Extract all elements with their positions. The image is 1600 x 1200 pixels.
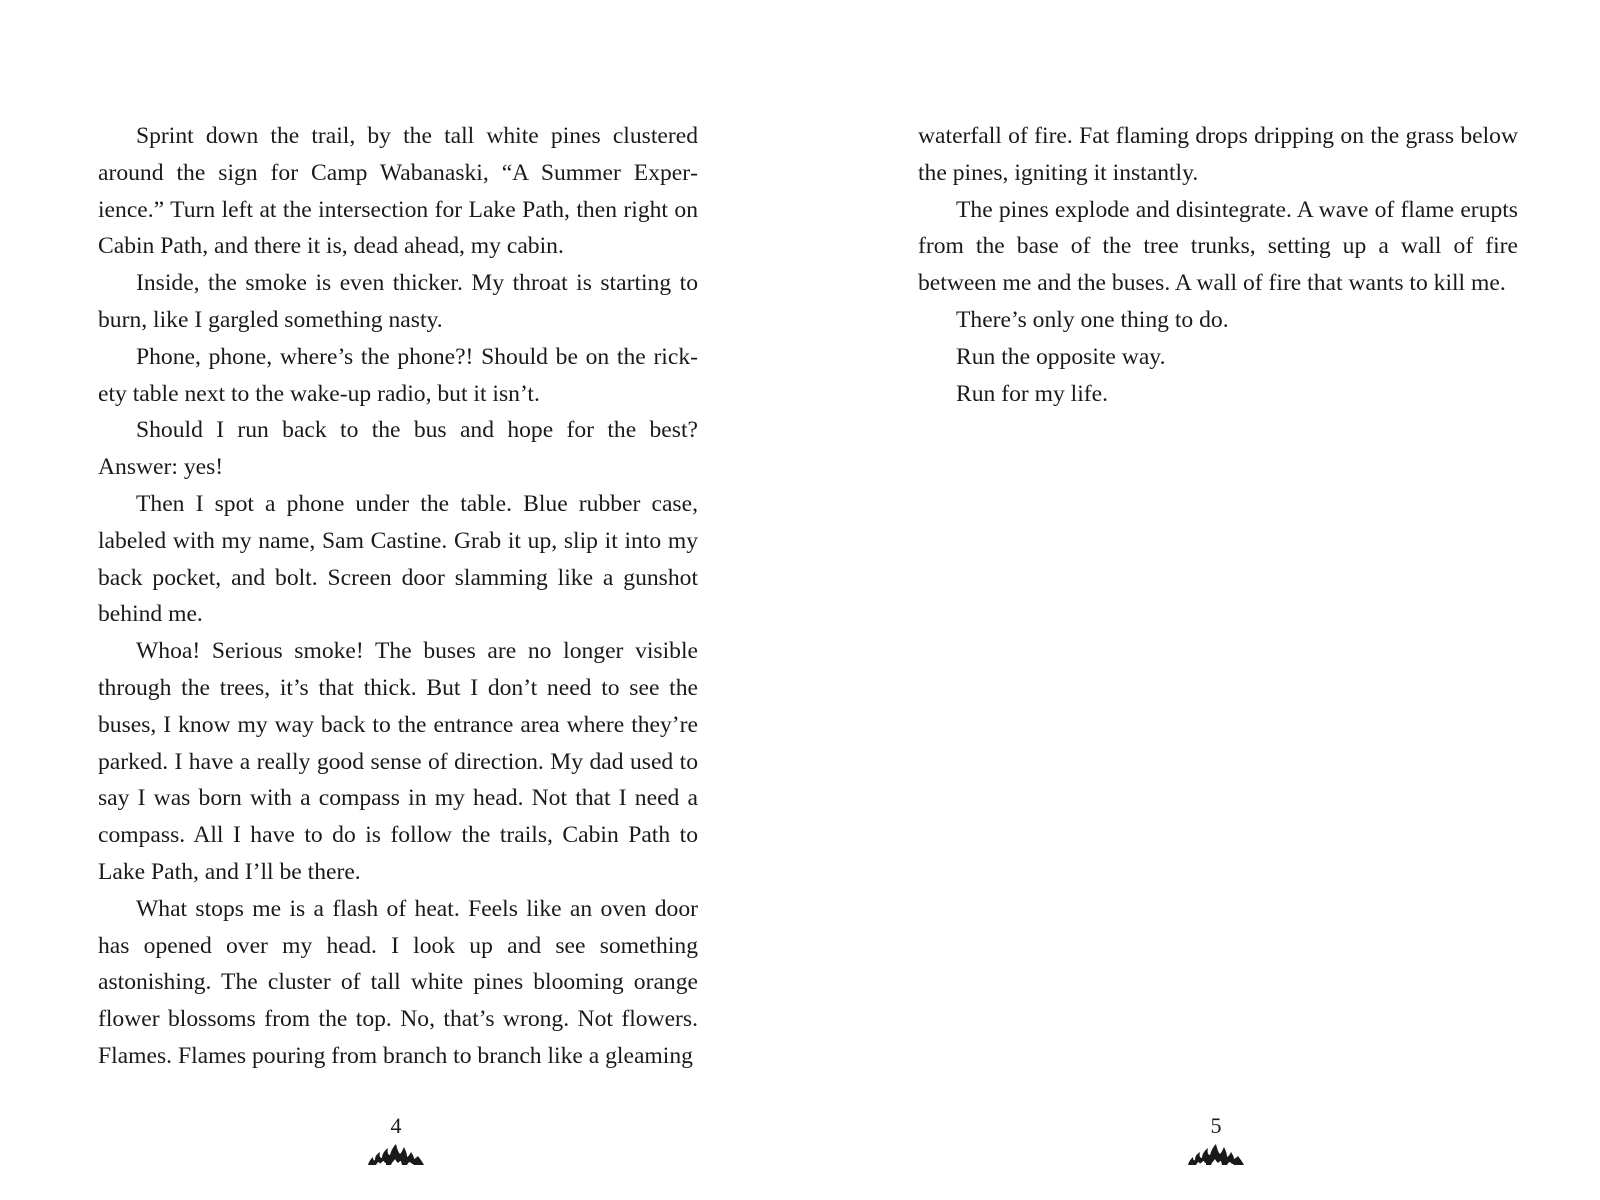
paragraph: Sprint down the trail, by the tall white pines clustered around the sign for Camp Wabanaski, “A Summer Experience.” Turn left at the intersection for Lake Path, then right on Cabin Path, and there it is, dead ahead, my cabin.	[98, 123, 698, 260]
paragraph: Run the opposite way.	[956, 343, 1166, 370]
right-page-footer	[1176, 1114, 1256, 1166]
paragraph: Phone, phone, where’s the phone?! Should be on the rickety table next to the wake-up radio, but it isn’t.	[98, 343, 698, 407]
paragraph: Inside, the smoke is even thicker. My throat is starting to burn, like I gargled something nasty.	[98, 270, 698, 333]
paragraph: There’s only one thing to do.	[956, 306, 1229, 333]
page-number-left: 4	[390, 1113, 402, 1138]
paragraph: What stops me is a flash of heat. Feels like an oven door has opened over my head. I look up and see something astonishing. The cluster of tall white pines blooming orange flower blossoms from the top. No, that’s wrong. Not flowers. Flames. Flames pouring from branch to branch like a gleaming	[98, 895, 698, 1069]
paragraph: Whoa! Serious smoke! The buses are no longer visible through the trees, it’s that thick. But I don’t need to see the buses, I know my way back to the entrance area where they’re parked. I have a really good sense of direction. My dad used to say I was born with a compass in my head. Not that I need a compass. All I have to do is follow the trails, Cabin Path to Lake Path, and I’ll be there.	[98, 638, 698, 885]
right-page-text	[918, 118, 1518, 412]
paragraph: Should I run back to the bus and hope for the best? Answer: yes!	[98, 417, 698, 481]
paragraph: The pines explode and disintegrate. A wave of flame erupts from the base of the tree trunks, setting up a wall of fire between me and the buses. A wall of fire that wants to kill me.	[918, 196, 1518, 297]
left-page-text	[98, 118, 698, 1075]
paragraph-continuation: waterfall of fire. Fat flaming drops dripping on the grass below the pines, igniting it instantly.	[918, 123, 1518, 186]
flame-icon	[367, 1142, 425, 1166]
paragraph: Then I spot a phone under the table. Blue rubber case, labeled with my name, Sam Castine. Grab it up, slip it into my back pocket, and bolt. Screen door slamming like a gunshot behind me.	[98, 490, 698, 628]
flame-icon	[1187, 1142, 1245, 1166]
page-number-right: 5	[1210, 1113, 1222, 1138]
paragraph: Run for my life.	[956, 380, 1109, 407]
left-page-footer	[356, 1114, 436, 1166]
